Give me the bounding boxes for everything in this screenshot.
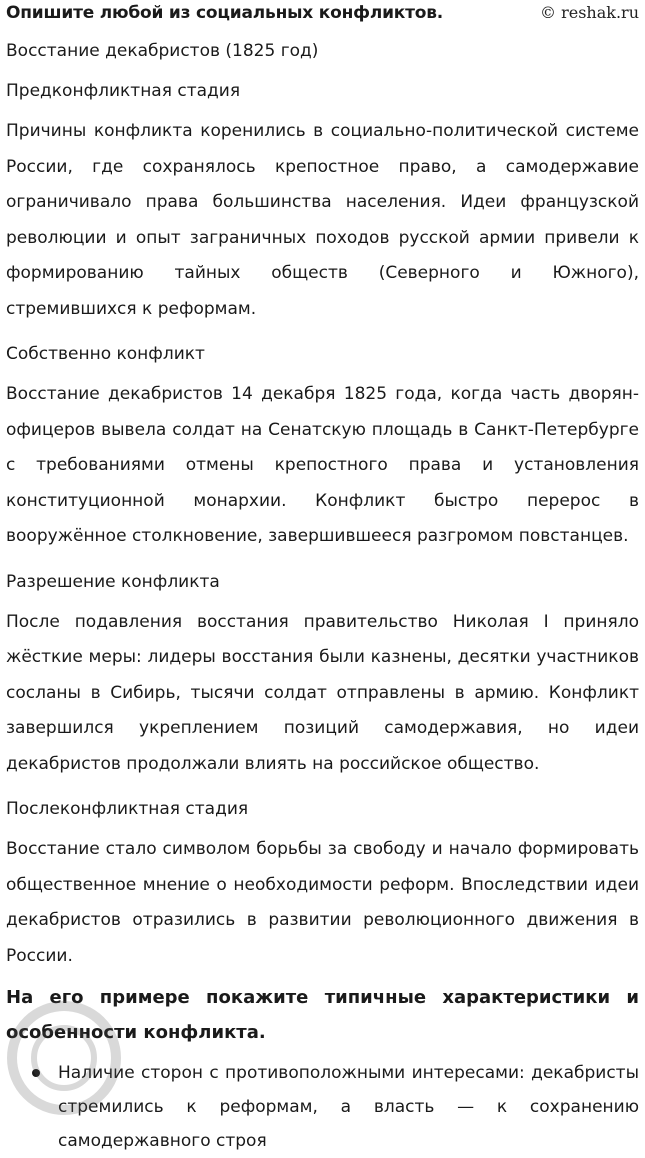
copyright-label: © reshak.ru <box>540 3 639 22</box>
task-title: Опишите любой из социальных конфликтов. <box>6 3 444 23</box>
header <box>6 0 639 28</box>
topic-title: Восстание декабристов (1825 год) <box>6 41 319 61</box>
characteristics-list <box>6 1056 639 1158</box>
section-heading-resolution: Разрешение конфликта <box>6 571 220 592</box>
section-text-precondition: Причины конфликта коренились в социально-политической системе России, где сохранялось крепостное право, а самодержавие ограничивало права большинства населения. Идеи французской революции и опыт заграничных походов русской армии привели к формированию тайных обществ (Северного и Южного), стремившихся к реформам. <box>6 121 639 319</box>
section-text-conflict: Восстание декабристов 14 декабря 1825 года, когда часть дворян-офицеров вывела солдат на Сенатскую площадь в Санкт-Петербурге с требованиями отмены крепостного права и установления конституционной монархии. Конфликт быстро перерос в вооружённое столкновение, завершившееся разгромом повстанцев. <box>6 384 639 546</box>
section-heading-precondition: Предконфликтная стадия <box>6 81 241 101</box>
question-two: На его примере покажите типичные характеристики и особенности конфликта. <box>6 987 639 1043</box>
list-item-text: Наличие сторон с противоположными интересами: декабристы стремились к реформам, а власть — к сохранению самодержавного строя <box>58 1063 639 1151</box>
list-item <box>58 1056 639 1158</box>
section-heading-postconflict: Послеконфликтная стадия <box>6 799 249 819</box>
section-text-postconflict: Восстание стало символом борьбы за свободу и начало формировать общественное мнение о необходимости реформ. Впоследствии идеи декабристов отразились в развитии революционного движения в России. <box>6 839 639 966</box>
section-heading-conflict: Собственно конфликт <box>6 344 205 364</box>
section-text-resolution: После подавления восстания правительство Николая I приняло жёсткие меры: лидеры восстания были казнены, десятки участников сосланы в Сибирь, тысячи солдат отправлены в армию. Конфликт завершился укреплением позиций самодержавия, но идеи декабристов продолжали влиять на российское общество. <box>6 611 639 774</box>
bullet-icon <box>32 1069 40 1077</box>
